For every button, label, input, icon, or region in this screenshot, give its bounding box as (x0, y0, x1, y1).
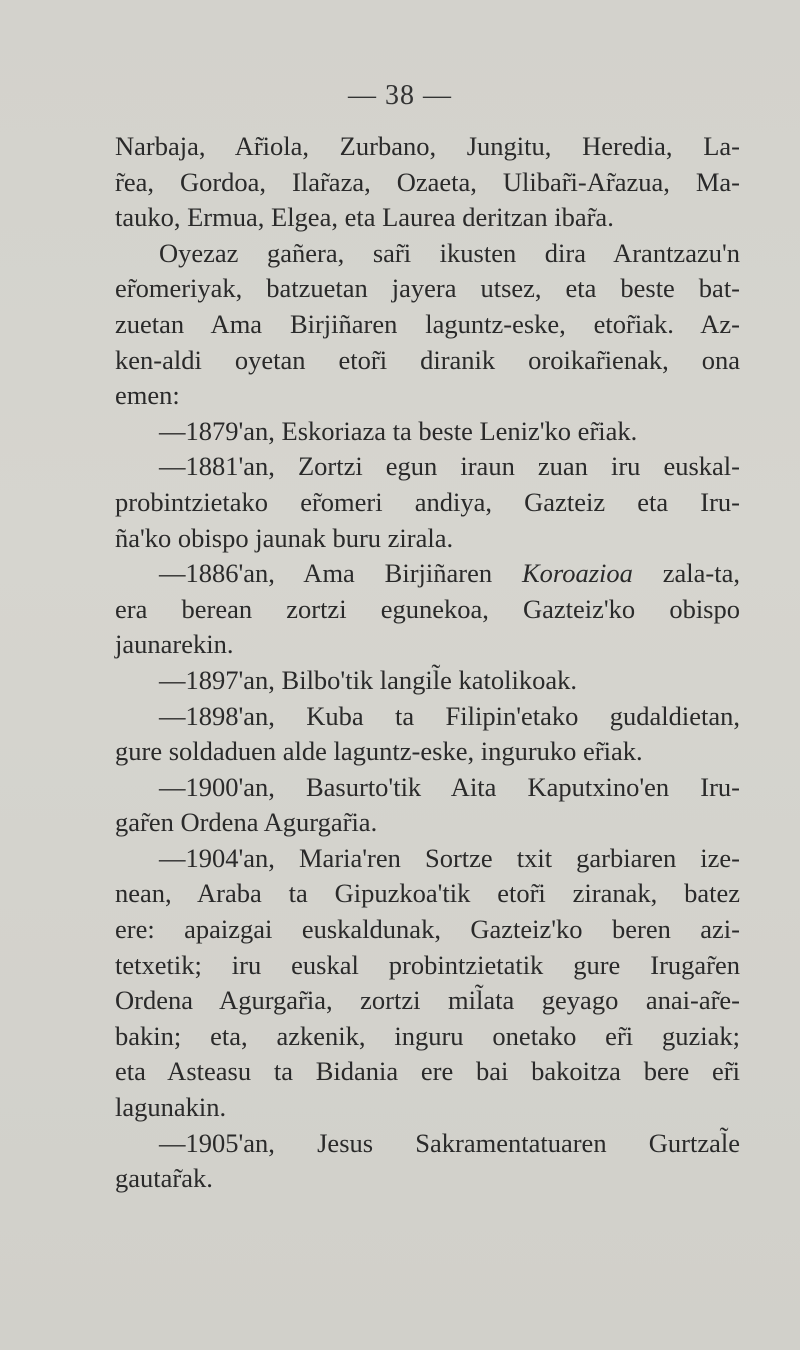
text-line (115, 841, 740, 877)
text-line (115, 200, 740, 236)
text-line (115, 805, 740, 841)
text-line-content: ere: apaizgai euskaldunak, Gazteiz'ko beren azi- (115, 914, 740, 945)
text-line-content: er̃omeriyak, batzuetan jayera utsez, eta beste bat- (115, 273, 740, 304)
text-line-content: Ordena Agurgar̃ia, zortzi mil̃ata geyago anai-ar̃e- (115, 985, 740, 1016)
text-line (115, 343, 740, 379)
text-line (115, 271, 740, 307)
text-line-content: —1898'an, Kuba ta Filipin'etako gudaldietan, (159, 700, 740, 731)
text-line-content: zuetan Ama Birjiñaren laguntz-eske, etor̃iak. Az- (115, 308, 740, 339)
text-line (115, 236, 740, 272)
text-line-content: ken-aldi oyetan etor̃i diranik oroikar̃ienak, ona (115, 344, 740, 375)
text-line-content: emen: (115, 380, 180, 411)
text-line-content: Oyezaz gañera, sar̃i ikusten dira Arantzazu'n (159, 237, 740, 268)
text-line (115, 165, 740, 201)
text-line-content: gure soldaduen alde laguntz-eske, inguruko er̃iak. (115, 736, 643, 767)
body-text (115, 129, 740, 1197)
text-line-content: tauko, Ermua, Elgea, eta Laurea deritzan ibar̃a. (115, 202, 614, 233)
text-line-content: —1905'an, Jesus Sakramentatuaren Gurtzal̃e (159, 1127, 740, 1158)
text-line (115, 734, 740, 770)
text-line (115, 449, 740, 485)
text-line (115, 663, 740, 699)
text-line (115, 1019, 740, 1055)
text-line-content: era berean zortzi egunekoa, Gazteiz'ko obispo (115, 593, 740, 624)
text-line (115, 876, 740, 912)
text-line-content: —1881'an, Zortzi egun iraun zuan iru euskal- (159, 451, 740, 482)
text-line (115, 129, 740, 165)
text-line (115, 948, 740, 984)
text-line (115, 983, 740, 1019)
page-number: — 38 — (348, 80, 452, 111)
text-line-content: gautar̃ak. (115, 1163, 213, 1194)
text-line-continuation: zala-ta, (632, 558, 740, 589)
italic-title: Koroazioa (521, 558, 633, 589)
text-line (115, 378, 740, 414)
text-line (115, 770, 740, 806)
text-line (115, 414, 740, 450)
text-line (115, 556, 740, 592)
text-line-content: jaunarekin. (115, 629, 234, 660)
text-line-content: —1886'an, Ama Birjiñaren (159, 558, 522, 589)
text-line (115, 1090, 740, 1126)
text-line-content: —1897'an, Bilbo'tik langil̃e katolikoak. (159, 664, 578, 695)
text-line-content: gar̃en Ordena Agurgar̃ia. (115, 807, 378, 838)
text-line (115, 592, 740, 628)
text-line (115, 1161, 740, 1197)
text-line (115, 1054, 740, 1090)
text-line-content: eta Asteasu ta Bidania ere bai bakoitza bere er̃i (115, 1056, 740, 1087)
text-line-content: r̃ea, Gordoa, Ilar̃aza, Ozaeta, Ulibar̃i-Ar̃azua, Ma- (115, 166, 740, 197)
text-line (115, 627, 740, 663)
text-line-content: ña'ko obispo jaunak buru zirala. (115, 522, 454, 553)
text-line (115, 699, 740, 735)
text-line-content: —1900'an, Basurto'tik Aita Kaputxino'en Iru- (159, 771, 740, 802)
text-line (115, 485, 740, 521)
text-line-content: probintzietako er̃omeri andiya, Gazteiz eta Iru- (115, 486, 740, 517)
text-line-content: nean, Araba ta Gipuzkoa'tik etor̃i ziranak, batez (115, 878, 740, 909)
text-line-content: bakin; eta, azkenik, inguru onetako er̃i guziak; (115, 1020, 740, 1051)
text-line-content: Narbaja, Ar̃iola, Zurbano, Jungitu, Heredia, La- (115, 131, 740, 161)
text-line-content: —1904'an, Maria'ren Sortze txit garbiaren ize- (159, 842, 740, 873)
text-line (115, 1126, 740, 1162)
text-line-content: tetxetik; iru euskal probintzietatik gure Irugar̃en (115, 949, 740, 980)
text-line (115, 307, 740, 343)
text-line (115, 912, 740, 948)
text-line-content: —1879'an, Eskoriaza ta beste Leniz'ko er̃iak. (159, 415, 638, 446)
text-line-content: lagunakin. (115, 1092, 227, 1123)
text-line (115, 521, 740, 557)
